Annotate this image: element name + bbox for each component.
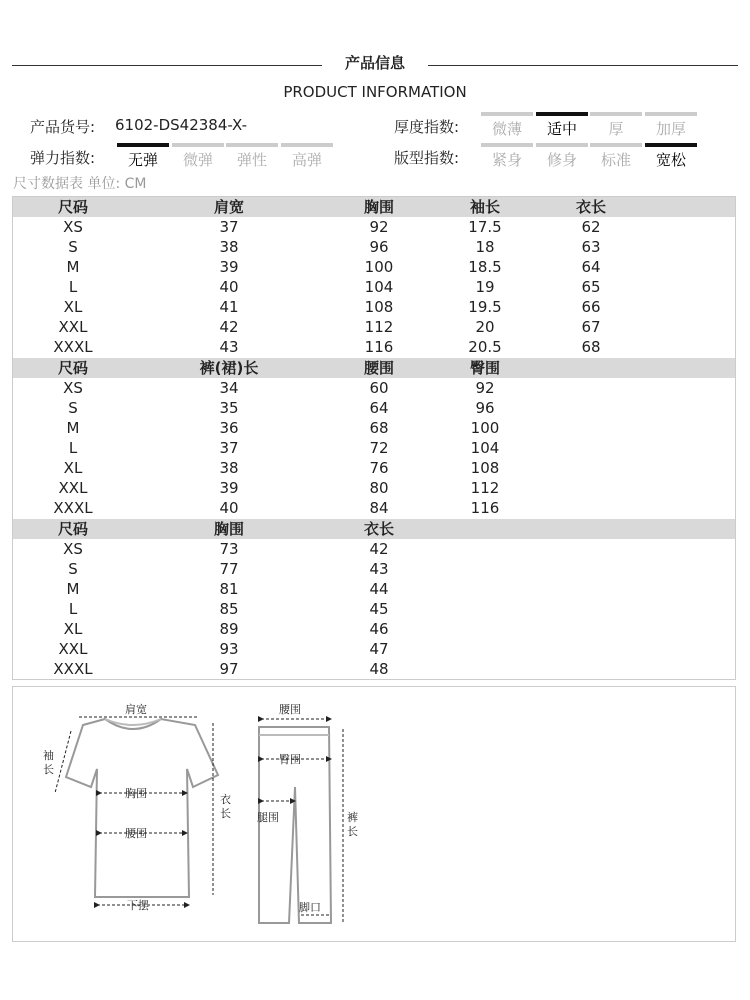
table-cell: 112 — [470, 479, 500, 497]
table-cell: 73 — [219, 540, 239, 558]
hip-label: 臀围 — [279, 753, 301, 766]
table-cell: 96 — [475, 399, 495, 417]
table-header-cell: 尺码 — [57, 198, 88, 216]
page-subtitle: PRODUCT INFORMATION — [283, 83, 467, 101]
table-cell: S — [68, 238, 78, 256]
table-cell: 116 — [470, 499, 500, 517]
table-row — [13, 458, 735, 478]
table-cell: M — [66, 419, 80, 437]
table-header-row — [13, 197, 735, 217]
table-row — [13, 378, 735, 398]
table-cell: 43 — [219, 338, 239, 356]
table-row — [13, 277, 735, 297]
table-cell: M — [66, 580, 80, 598]
table-cell: 37 — [219, 439, 239, 457]
table-cell: XL — [63, 459, 83, 477]
table-header-cell: 腰围 — [363, 359, 394, 377]
thickness-option: 厚 — [590, 118, 642, 139]
table-row — [13, 398, 735, 418]
table-cell: 108 — [364, 298, 394, 316]
length-label-2: 长 — [220, 807, 231, 820]
table-cell: 72 — [369, 439, 389, 457]
fit-option: 标准 — [590, 149, 642, 170]
fit-label: 版型指数: — [394, 149, 460, 167]
table-cell: 92 — [475, 379, 495, 397]
table-row — [13, 559, 735, 579]
table-cell: 80 — [369, 479, 389, 497]
table-header-row — [13, 358, 735, 378]
table-row — [13, 317, 735, 337]
table-header-cell: 衣长 — [363, 520, 394, 538]
table-row — [13, 418, 735, 438]
table-cell: 116 — [364, 338, 394, 356]
table-cell: 39 — [219, 479, 239, 497]
table-cell: 42 — [369, 540, 389, 558]
table-row — [13, 257, 735, 277]
page-title: 产品信息 — [344, 54, 405, 72]
table-cell: XXL — [58, 640, 88, 658]
table-row — [13, 297, 735, 317]
table-cell: 96 — [369, 238, 389, 256]
table-cell: 45 — [369, 600, 389, 618]
table-cell: 66 — [581, 298, 601, 316]
table-cell: XXXL — [53, 660, 93, 678]
table-cell: 100 — [470, 419, 500, 437]
pants-length-label-2: 长 — [347, 825, 358, 838]
table-cell: 93 — [219, 640, 239, 658]
table-row — [13, 498, 735, 518]
table-cell: 97 — [219, 660, 239, 678]
thickness-option: 加厚 — [645, 118, 697, 139]
table-cell: 48 — [369, 660, 389, 678]
table-cell: 18.5 — [468, 258, 502, 276]
thickness-label: 厚度指数: — [394, 118, 460, 136]
table-header-cell: 裤(裙)长 — [199, 359, 259, 377]
thickness-option: 微薄 — [481, 118, 533, 139]
table-cell: L — [68, 278, 78, 296]
elasticity-option-selected: 无弹 — [117, 149, 169, 170]
table-row — [13, 639, 735, 659]
table-cell: 39 — [219, 258, 239, 276]
table-cell: XL — [63, 620, 83, 638]
table-cell: 64 — [581, 258, 601, 276]
table-cell: 63 — [581, 238, 601, 256]
table-cell: XS — [63, 218, 83, 236]
elasticity-option: 微弹 — [172, 149, 224, 170]
table-cell: 65 — [581, 278, 601, 296]
table-row — [13, 337, 735, 357]
table-cell: 40 — [219, 278, 239, 296]
table-row — [13, 659, 735, 679]
table-cell: 35 — [219, 399, 239, 417]
table-cell: L — [68, 600, 78, 618]
table-cell: XS — [63, 540, 83, 558]
table-cell: 20 — [475, 318, 495, 336]
table-cell: 36 — [219, 419, 239, 437]
table-cell: 104 — [364, 278, 394, 296]
table-header-cell: 胸围 — [363, 198, 394, 216]
table-cell: M — [66, 258, 80, 276]
sleeve-measure — [55, 731, 71, 793]
size-table-note: 尺寸数据表 单位: CM — [13, 176, 147, 192]
table-cell: 17.5 — [468, 218, 502, 236]
table-cell: 20.5 — [468, 338, 502, 356]
length-label-1: 衣 — [220, 793, 231, 806]
table-cell: 62 — [581, 218, 601, 236]
table-header-cell: 衣长 — [575, 198, 606, 216]
table-cell: XXL — [58, 479, 88, 497]
table-cell: 68 — [581, 338, 601, 356]
fit-option: 紧身 — [481, 149, 533, 170]
table-row — [13, 619, 735, 639]
table-cell: 100 — [364, 258, 394, 276]
table-header-cell: 袖长 — [469, 198, 500, 216]
table-cell: 19.5 — [468, 298, 502, 316]
table-header-cell: 尺码 — [57, 359, 88, 377]
table-header-cell: 尺码 — [57, 520, 88, 538]
table-cell: 37 — [219, 218, 239, 236]
pants-waist-label: 腰围 — [279, 703, 301, 716]
measurement-diagram-svg — [13, 687, 735, 941]
table-cell: 104 — [470, 439, 500, 457]
table-cell: 60 — [369, 379, 389, 397]
ankle-label: 脚口 — [299, 901, 321, 914]
table-cell: 67 — [581, 318, 601, 336]
hem-label: 下摆 — [127, 899, 149, 912]
table-cell: 38 — [219, 238, 239, 256]
elasticity-option: 弹性 — [226, 149, 278, 170]
table-cell: 89 — [219, 620, 239, 638]
table-cell: 64 — [369, 399, 389, 417]
table-row — [13, 599, 735, 619]
table-cell: 42 — [219, 318, 239, 336]
table-cell: S — [68, 560, 78, 578]
table-cell: L — [68, 439, 78, 457]
table-cell: 112 — [364, 318, 394, 336]
shoulder-label: 肩宽 — [125, 703, 147, 716]
table-cell: 40 — [219, 499, 239, 517]
table-cell: XXXL — [53, 499, 93, 517]
size-tables — [12, 196, 736, 680]
table-cell: 77 — [219, 560, 239, 578]
table-cell: 44 — [369, 580, 389, 598]
table-cell: XL — [63, 298, 83, 316]
table-cell: 19 — [475, 278, 495, 296]
table-cell: 46 — [369, 620, 389, 638]
table-row — [13, 579, 735, 599]
table-cell: XXXL — [53, 338, 93, 356]
table-row — [13, 539, 735, 559]
table-row — [13, 438, 735, 458]
thickness-option-selected: 适中 — [536, 118, 588, 139]
table-cell: 76 — [369, 459, 389, 477]
table-cell: 84 — [369, 499, 389, 517]
product-code-label: 产品货号: — [30, 118, 96, 136]
table-cell: 68 — [369, 419, 389, 437]
measurement-diagram — [12, 686, 736, 942]
elasticity-label: 弹力指数: — [30, 149, 96, 167]
table-row — [13, 237, 735, 257]
table-cell: 47 — [369, 640, 389, 658]
table-cell: 43 — [369, 560, 389, 578]
table-header-cell: 肩宽 — [213, 198, 244, 216]
chest-label: 胸围 — [125, 787, 147, 800]
table-cell: 18 — [475, 238, 495, 256]
table-cell: S — [68, 399, 78, 417]
table-cell: XXL — [58, 318, 88, 336]
table-cell: 92 — [369, 218, 389, 236]
table-cell: 34 — [219, 379, 239, 397]
table-cell: XS — [63, 379, 83, 397]
table-header-cell: 胸围 — [213, 520, 244, 538]
fit-option: 修身 — [536, 149, 588, 170]
table-header-row — [13, 519, 735, 539]
sleeve-label-1: 袖 — [43, 749, 54, 762]
table-cell: 81 — [219, 580, 239, 598]
table-cell: 38 — [219, 459, 239, 477]
elasticity-option: 高弹 — [281, 149, 333, 170]
thigh-label: 腿围 — [257, 811, 279, 824]
table-header-cell: 臀围 — [469, 359, 500, 377]
table-row — [13, 217, 735, 237]
sleeve-label-2: 长 — [43, 763, 54, 776]
pants-length-label-1: 裤 — [347, 811, 358, 824]
fit-option-selected: 宽松 — [645, 149, 697, 170]
waist-label: 腰围 — [125, 827, 147, 840]
table-cell: 85 — [219, 600, 239, 618]
tshirt-sketch — [66, 719, 218, 897]
table-cell: 41 — [219, 298, 239, 316]
product-code-value: 6102-DS42384-X- — [115, 116, 247, 134]
table-row — [13, 478, 735, 498]
table-cell: 108 — [470, 459, 500, 477]
